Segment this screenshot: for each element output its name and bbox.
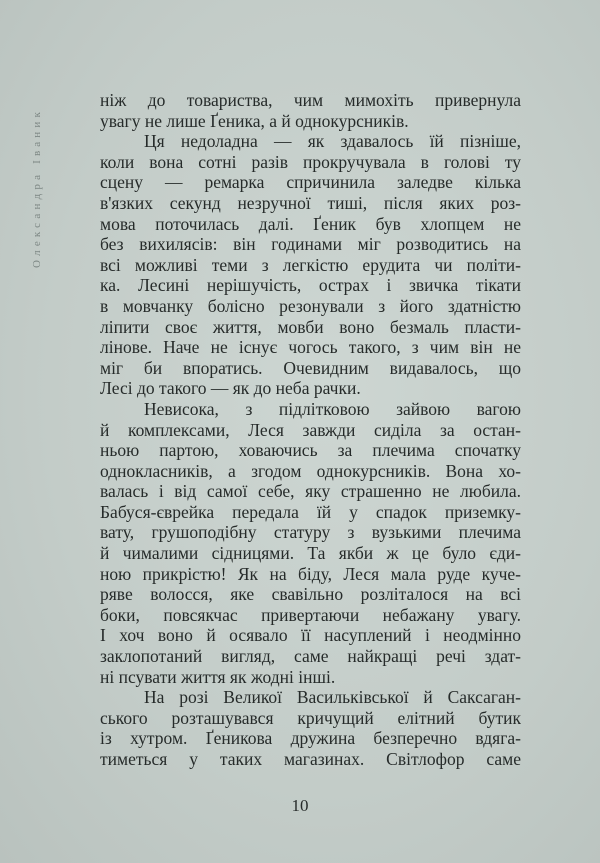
text-line: й комплексами, Леся завжди сиділа за остан- <box>100 419 521 440</box>
text-line: Лесі до такого — як до неба рачки. <box>100 378 361 399</box>
text-line: й чималими сідницями. Та якби ж це було єди- <box>100 543 521 564</box>
text-line: боки, повсякчас привертаючи небажану увагу. <box>100 604 521 625</box>
text-line: всі можливі теми з легкістю ерудита чи політи- <box>100 254 521 275</box>
text-line: лінове. Наче не існує чогось такого, з чим він не <box>100 337 521 358</box>
text-line: тиметься у таких магазинах. Світлофор саме <box>100 749 521 769</box>
text-line: Невисока, з підлітковою зайвою вагою <box>144 398 521 419</box>
text-line: в'язких секунд незручної тиші, після яких роз- <box>100 192 521 213</box>
text-line: На розі Великої Васильківської й Саксаган- <box>144 687 521 708</box>
text-line: увагу не лише Ґеника, а й однокурсників. <box>100 110 409 131</box>
text-line: ніж до товариства, чим мимохіть привернула <box>100 90 521 110</box>
text-line: Ця недоладна — як здавалось їй пізніше, <box>144 131 521 152</box>
text-line: однокласників, а згодом однокурсників. Вона хо- <box>100 460 521 481</box>
text-line: в мовчанку болісно резонували з його здатністю <box>100 295 521 316</box>
text-line: ка. Лесині нерішучість, острах і звичка тікати <box>100 275 521 296</box>
text-line: валась і від самої себе, яку страшенно не любила. <box>100 481 521 502</box>
text-line: міг би впоратись. Очевидним видавалось, що <box>100 357 521 378</box>
text-line: ні псувати життя як жодні інші. <box>100 666 336 687</box>
text-line: вату, грушоподібну статуру з вузькими плечима <box>100 522 521 543</box>
text-line: мова поточилась далі. Ґеник був хлопцем не <box>100 213 521 234</box>
text-line: ною прикрістю! Як на біду, Леся мала руде куче- <box>100 563 521 584</box>
text-line: заклопотаний вигляд, саме найкращі речі здат- <box>100 646 521 667</box>
running-head-author: Олександра Іваник <box>31 107 43 268</box>
text-line: Бабуся-єврейка передала їй у спадок приземку- <box>100 501 521 522</box>
page-number: 10 <box>291 796 309 815</box>
text-line: коли вона сотні разів прокручувала в голові ту <box>100 151 521 172</box>
text-line: із хутром. Ґеникова дружина безперечно вдяга- <box>100 728 521 749</box>
text-line: ліпити своє життя, мовби воно безмаль пласти- <box>100 316 521 337</box>
text-line: ряве волосся, яке свавільно розліталося на всі <box>100 584 521 605</box>
body-text <box>100 90 521 770</box>
text-line: ньою партою, ховаючись за плечима спочатку <box>100 440 521 461</box>
text-line: ського розташувався кричущий елітний бутик <box>100 707 521 728</box>
text-line: без вихилясів: він годинами міг розводитись на <box>100 234 521 255</box>
text-line: І хоч воно й осявало її насуплений і неодмінно <box>100 625 521 646</box>
text-line: сцену — ремарка спричинила заледве кілька <box>100 172 521 193</box>
